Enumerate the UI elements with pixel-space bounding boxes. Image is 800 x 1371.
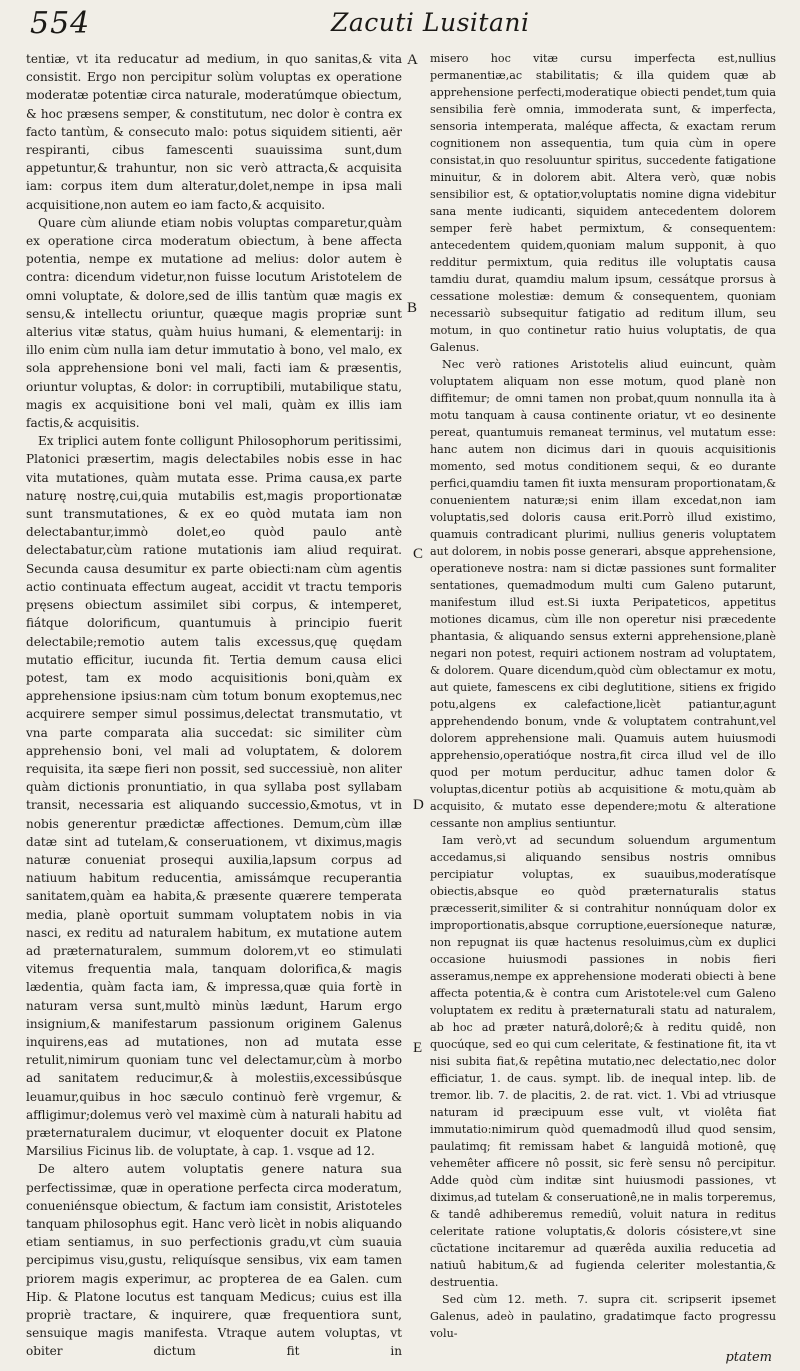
paragraph: Sed cùm 12. meth. 7. supra cit. scripserit ipsemet Galenus, adeò in paulatino, gradatimque facto progressu volu- xyxy=(430,1293,776,1340)
right-column xyxy=(430,50,776,1368)
paragraph: De altero autem voluptatis genere natura sua perfectissimæ, quæ in operatione perfecta circa moderatum, conueniénsque obiectum, & factum iam consistit, Aristoteles tanquam philosophus egit. Hanc verò licèt in nobis aliquando etiam sentiamus, in suo perfectionis gradu,vt cùm suauia percipimus visu,gustu, reliquísque sensibus, vix eam tamen priorem magis experimur, ac propterea de ea Galen. cum Hip. & Platone locutus est tanquam Medicus; cuius est illa propriè tractare, & inquirere, quæ frequentiora sunt, sensuique magis manifesta. Vtraque autem voluptas, vt obiter dictum fit in xyxy=(26,1162,402,1359)
margin-letter-d: D xyxy=(413,797,424,813)
margin-letter-b: B xyxy=(407,300,418,316)
paragraph: misero hoc vitæ cursu imperfecta est,nullius permanentiæ,ac stabilitatis; & illa quidem quæ ab apprehensione perfecti,moderatique obiecti pendet,tum quia sensibilia ferè omnia, immoderata sunt, & imperfecta, sensoria intemperata, maléque affecta, & exactam rerum cognitionem non assequentia, tum quia cùm in opere consistat,in quo resoluuntur spiritus, succedente fatigatione minuitur, & in dolorem abit. Altera verò, quæ nobis sensibilior est, & optatior,voluptatis nomine digna videbitur sana mente iudicanti, siquidem antecedentem dolorem semper ferè habet permixtum, & consequentem: antecedentem quidem,quoniam malum supponit, à quo redditur permixtum, quia reditus ille voluptatis causa tamdiu durat, quamdiu malum ipsum, cessátque prorsus à cessatione molestiæ: demum & consequentem, quoniam necessariò subsequitur fatigatio ad reditum illum, seu motum, in quo continetur ratio huius voluptatis, de qua Galenus. xyxy=(430,52,776,354)
paragraph: Nec verò rationes Aristotelis aliud euincunt, quàm voluptatem aliquam non esse motum, quod planè non diffitemur; de omni tamen non probat,quum nonnulla ita à motu tanquam à causa continente oriatur, vt eo desinente pereat, quantumuis remaneat terminus, vel mutatum esse: hanc autem non dicimus dari in quouis acquisitionis momento, sed motus conditionem sequi, & eo durante perfici,quamdiu tamen fit iuxta mensuram proportionatam,& conuenientem naturæ;si enim illam excedat,non iam voluptatis,sed doloris causa erit.Porrò illud existimo, quamuis contradicant plurimi, nullius generis voluptatem aut dolorem, in nobis posse generari, absque apprehensione, operationeve nostra: nam si dictæ passiones sunt formaliter sentationes, quemadmodum multi cum Galeno putarunt, manifestum illud est.Si iuxta Peripateticos, appetitus motiones dicamus, cùm ille non operetur nisi præcedente phantasia, & aliquando sensus externi apprehensione,planè negari non potest, requiri actionem nostram ad voluptatem, & dolorem. Quare dicendum,quòd cùm oblectamur ex motu, aut quiete, famescens ex cibi deglutitione, sitiens ex frigido potu,algens ex calefactione,licèt patiantur,agunt apprehendendo bonum, vnde & voluptatem contrahunt,vel dolorem apprehensione mali. Quamuis autem huiusmodi apprehensio,operatióque nostra,fit circa illud vel de illo quod per motum perducitur, adhuc tamen dolor & voluptas,dicentur potiùs ab acquisitione & motu,quàm ab acquisito, & mutato esse dependere;motu & alteratione cessante non amplius sentiuntur. xyxy=(430,358,776,830)
margin-letter-c: C xyxy=(413,546,424,562)
paragraph: Quare cùm aliunde etiam nobis voluptas comparetur,quàm ex operatione circa moderatum obiectum, à bene affecta potentia, nempe ex mutatione ad melius: dolor autem è contra: dicendum videtur,non fuisse locutum Aristotelem de omni voluptate, & dolore,sed de illis tantùm quæ magis ex sensu,& intellectu oriuntur, quæque magis propriæ sunt alterius vitæ status, quàm huius humani, & elementarij: in illo enim cùm nulla iam detur immutatio à bono, vel malo, ex sola apprehensione boni vel mali, facti iam & præsentis, oriuntur voluptas, & dolor: in corruptibili, mutabilique statu, magis ex acquisitione boni vel mali, quàm ex illis iam factis,& acquisitis. xyxy=(26,215,402,431)
page-number: 554 xyxy=(30,6,91,41)
page-header xyxy=(26,4,786,46)
catchword: ptatem xyxy=(725,1350,772,1365)
paragraph: Ex triplici autem fonte colligunt Philosophorum peritissimi, Platonici præsertim, magis delectabiles nobis esse in hac vita mutationes, quàm mutata esse. Prima causa,ex parte naturę nostrę,cui,quia mutabilis est,magis proportionatæ sunt transmutationes, & ex eo quòd mutata iam non delectabantur,immò dolet,eo quòd paulo antè delectabatur,cùm ratione mutationis iam aliud requirat. Secunda causa desumitur ex parte obiecti:nam cùm agentis actio continuata effectum augeat, accidit vt tractu temporis pręsens obiectum assimilet sibi corpus, & intemperet, fiátque dolorificum, quantumuis à principio fuerit delectabile;remotio autem talis excessus,quę quędam mutatio efficitur, iucunda fit. Tertia demum causa elici potest, tam ex modo acquisitionis boni,quàm ex apprehensione ipsius:nam cùm totum bonum exoptemus,nec acquirere semper simul possimus,delectat transmutatio, vt vna parte comparata alia succedat: sic similiter cùm apprehensio boni, vel mali ad voluptatem, & dolorem requisita, ita sæpe fieri non possit, sed successiuè, non aliter quàm dictionis pronuntiatio, in qua syllaba post syllabam transit, necessaria est aliquando successio,&motus, vt in nobis generentur prædictæ affectiones. Demum,cùm illæ datæ sint ad tutelam,& conseruationem, vt diximus,magis naturæ conueniat prosequi auxilia,lapsum corpus ad natiuum habitum reducentia, amissámque recuperantia sanitatem,quàm ea habita,& præsente quærere temperata media, planè oportuit summam voluptatem nobis in via nasci, ex reditu ad naturalem habitum, ex mutatione autem ad præternaturalem, summum dolorem,vt eo stimulati vitemus frequentia mala, tanquam dolorifica,& magis lædentia, quàm facta iam, & impressa,quæ quia fortè in naturam versa sunt,multò minùs lædunt, Harum ergo insignium,& manifestarum passionum originem Galenus inquirens,eas ad mutationes, non ad mutata esse retulit,nimirum quoniam tunc vel delectamur,cùm à morbo ad sanitatem reducimur,& à molestiis,excessibúsque leuamur,quibus in hoc sæculo continuò ferè vrgemur, & affligimur;dolemus verò vel maximè cùm à naturali habitu ad præternaturalem ducimur, vt eloquenter docuit ex Platone Marsilius Ficinus lib. de voluptate, à cap. 1. vsque ad 12. xyxy=(26,434,402,1159)
running-head: Zacuti Lusitani xyxy=(331,8,530,37)
left-column xyxy=(26,50,402,1368)
paragraph: tentiæ, vt ita reducatur ad medium, in quo sanitas,& vita consistit. Ergo non percipitur solùm voluptas ex operatione moderatæ potentiæ circa naturale, moderatúmque obiectum, & hoc præsens semper, & constitutum, nec dolor è contra ex facto tantùm, & consecuto malo: potus siquidem sitienti, aër respiranti, cibus famescenti suauissima sunt,dum appetuntur,& trahuntur, non sic verò attracta,& acquisita iam: corpus item dum alteratur,dolet,nempe in ipsa mali acquisitione,non autem eo iam facto,& acquisito. xyxy=(26,52,402,212)
margin-letter-e: E xyxy=(413,1040,423,1056)
paragraph: Iam verò,vt ad secundum soluendum argumentum accedamus,si aliquando sensibus nostris omnibus percipiatur voluptas, ex suauibus,moderatísque obiectis,absque eo quòd præternaturalis status præcesserit,similiter & si contrahitur nonnúquam dolor ex improportionatis,absque corruptione,euersíoneque naturæ, non repugnat iis quæ hactenus resoluimus,cùm ex duplici occasione huiusmodi passiones in nobis fieri asseramus,nempe ex apprehensione moderati obiecti à bene affecta potentia,& è contra cum Aristotele:vel cum Galeno voluptatem ex reditu à præternaturali statu ad naturalem, ab hoc ad præter naturâ,dolorê;& à reditu quidê, non quocúque, sed eo qui cum celeritate, & festinatione fit, ita vt nisi subita fiat,& repêtina mutatio,nec delectatio,nec dolor efficiatur, 1. de caus. sympt. lib. de inequal intep. lib. de tremor. lib. 7. de placitis, 2. de rat. vict. 1. Vbi ad vtriusque naturam id præcipuum esse vult, vt violêta fiat immutatio:nimirum quòd quemadmodû illud quod sensim, paulatimq; fit remissam habet & languidâ motionê, quę vehemêter afficere nô possit, sic ferè sensu nô percipitur. Adde quòd cùm inditæ sint huiusmodi passiones, vt diximus,ad tutelam & conseruationê,ne in malis torperemus, & tandê adhiberemus remediû, voluit natura in reditus celeritate ratione voluptatis,& doloris cósistere,vt sine cũctatione incitaremur ad quærêda auxilia reducetia ad natiuû habitum,& ad fugienda celeriter molestantia,& destruentia. xyxy=(430,834,776,1289)
margin-letter-a: A xyxy=(407,52,418,68)
